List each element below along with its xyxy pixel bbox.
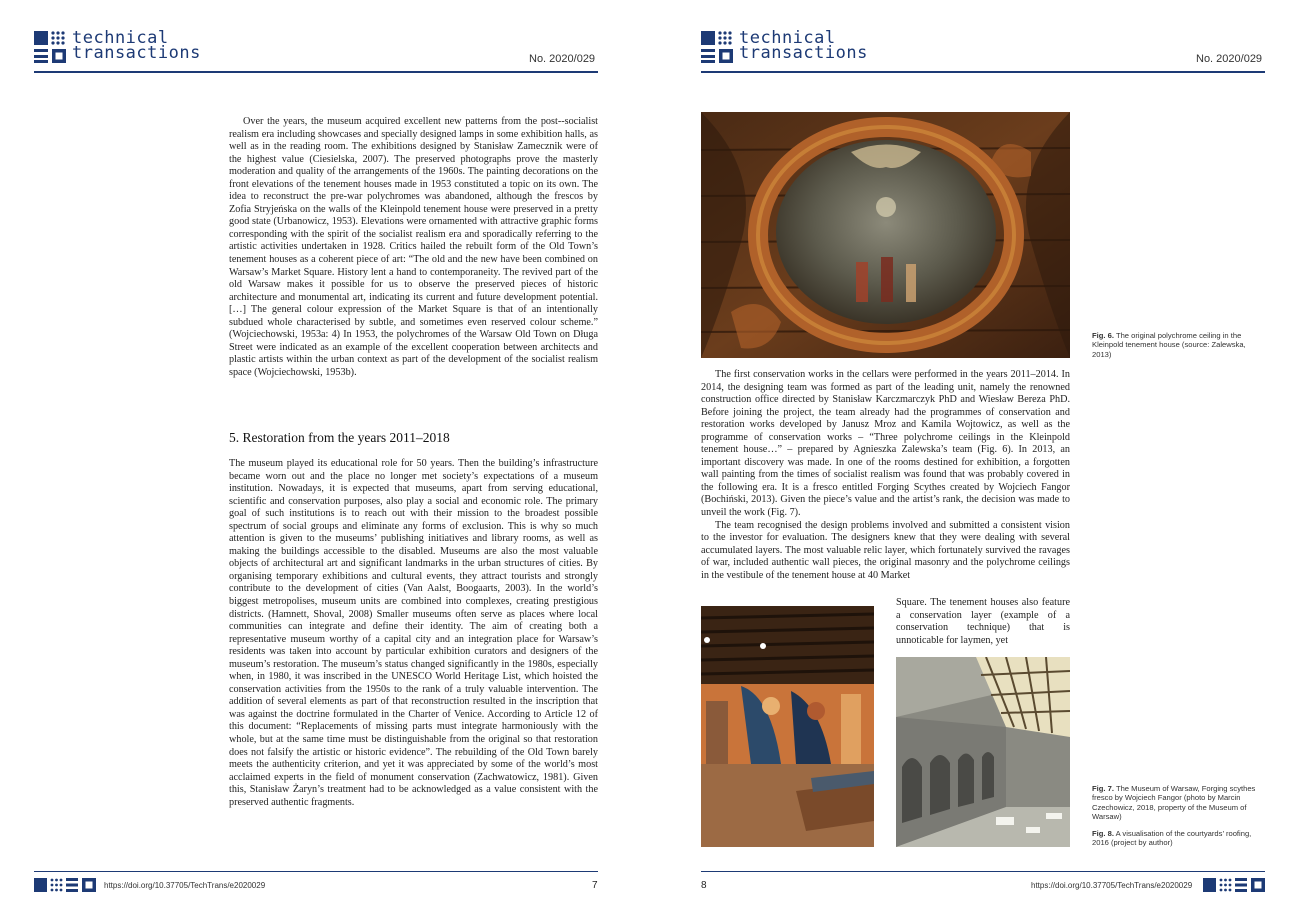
logo-line-1: technical bbox=[739, 28, 836, 48]
caption-text: The original polychrome ceiling in the Kleinpold tenement house (source: Zalewska, 2013) bbox=[1092, 331, 1246, 359]
footer-logo-icon bbox=[1203, 878, 1265, 892]
forging-scythes-fresco-image bbox=[701, 606, 874, 847]
paragraph: The first conservation works in the cellars were performed in the years 2011–2014. In 2014, the designing team was formed as part of the leading unit, namely the renowned construction office directed by Stanisław Karczmarczyk PhD and Wiesław Bereza PhD. Before joining the project, the team already had the programmes of conservation and restoration works developed by Janusz Mroz and Kamila Wojtowicz, as well as the programme of conservation works – “Three polychrome ceilings in the Kleinpold tenement house…” – prepared by Agnieszka Zalewska’s team (Fig. 6). In 2013, an important discovery was made. In one of the rooms destined for exhibition, a forgotten wall painting from the times of socialist realism was found that was probably covered in the following era. It is a fresco entitled Forging Scythes created by Wojciech Fangor (Bochiński, 2013). Given the piece’s value and the artist’s rank, the decision was made to unveil the work (Fig. 7). bbox=[701, 369, 1070, 519]
left-text-block-1 bbox=[229, 116, 598, 379]
journal-logo bbox=[34, 28, 201, 63]
logo-mark-icon bbox=[34, 31, 66, 63]
polychrome-ceiling-image bbox=[701, 112, 1070, 358]
footer-rule bbox=[701, 871, 1265, 872]
figure-6-caption bbox=[1092, 331, 1257, 359]
figure-8-courtyard-visualisation bbox=[896, 657, 1070, 847]
paragraph: The museum played its educational role for 50 years. Then the building’s infrastructure became worn out and the place no longer met society’s expectations of a museum institution. Nowadays, it is expected that museums, apart from serving educational, scientific and conservation purposes, also play a social and economic role. The primary goal of such institutions is to reach out with their mission to the broadest possible spectrum of social groups and eliminate any forms of exclusion. This is why so much attention is given to the museums’ publishing initiatives and library rooms, as well as making the buildings accessible to the disabled. Museums are also the most valuable objects of architectural art and significant landmarks in the urban structures of cities. By organising temporary exhibitions and cultural events, they attract tourists and strongly contribute to the development of cities (Van Aalst, Boogaarts, 2003). In the world’s biggest metropolises, museum units are combined into complexes, creating prestigious districts. (Hamnett, Shoval, 2008) Smaller museums often serve as places where local communities can integrate and define their identity. The aim of creating both a representative museum worthy of a capital city and an integration place for Warsaw’s residents was taken into account by particular exhibition curators and designers of the museum’s restoration. The museum’s status changed significantly in the 1980s, especially when, in 1980, it was inscribed in the UNESCO World Heritage List, which hoisted the conservation activities from the 1950s to the rank of a truly valuable intervention. The addition of several elements as part of that reconstruction resulted in the inscription that was against the doctrine formulated in the Charter of Venice. According to Article 12 of this document: “Replacements of missing parts must integrate harmoniously with the whole, but at the same time must be distinguishable from the original so that restoration does not falsify the artistic or historic evidence”. The rebuilding of the Old Town barely meets the authenticity criterion, and yet it was appreciated by some of the world’s most acclaimed experts in the field of monument conservation (Zachwatowicz, 1981). Given this, Stanisław Żaryn’s treatment had to be acknowledged as a value consistent with the preserved authentic fragments. bbox=[229, 458, 598, 808]
caption-text: A visualisation of the courtyards’ roofing, 2016 (project by author) bbox=[1092, 829, 1252, 848]
issue-number: No. 2020/029 bbox=[1196, 53, 1263, 65]
figure-8-caption bbox=[1092, 829, 1257, 848]
logo-mark-icon bbox=[701, 31, 733, 63]
section-heading: 5. Restoration from the years 2011–2018 bbox=[229, 430, 450, 445]
caption-label: Fig. 8. bbox=[1092, 829, 1114, 838]
paragraph: Square. The tenement houses also feature a conservation layer (example of a conservation technique) that is unnoticable for laymen, yet bbox=[896, 597, 1070, 646]
paragraph: Over the years, the museum acquired excellent new patterns from the post--socialist realism era including showcases and specially designed lamps in some exhibition halls, as well as in the reading room. The exhibitions designed by Stanisław Zamecznik were of the highest value (Ciesielska, 2007). The preserved photographs prove the masterly moderation and quality of the arrangements of the 1960s. The painting decorations on the front elevations of the tenement houses made in 1953 constituted a topic on its own. The idea to reconstruct the pre-war polychromes was abandoned, although the frescos by Zofia Stryjeńska on the walls of the Kleinpold tenement house were preserved in a pretty good state (Urbanowicz, 1953). Elevations were ornamented with attractive graphic forms corresponding with the spirit of the socialist realism era and sporadically referring to the artistic activities undertaken in 1928. Critics hailed the rebuilt form of the Old Town’s tenement houses as a coherent piece of art: “The old and the new have been combined on Warsaw’s Market Square. History lent a hand to contemporaneity. The revived part of the old Warsaw makes it possible for us to observe the preserved pieces of historic architecture and monumental art, indicating its current and future development potential. […] The general colour expression of the Market Square is that of an intentionally subdued whole characterised by subtle, and sometimes even reserved colour scheme.” (Wojciechowski, 1953a: 4) In 1953, the polychromes of the Warsaw Old Town on Długa Street were indicated as an example of the excellent cooperation between architects and plastic artists within the urban context as part of the development of the socialist realism space (Wojciechowski, 1953b). bbox=[229, 116, 598, 378]
caption-label: Fig. 7. bbox=[1092, 784, 1114, 793]
figure-7-fresco-photo bbox=[701, 606, 874, 847]
right-text-block-2 bbox=[896, 597, 1070, 647]
figure-6-polychrome-ceiling bbox=[701, 112, 1070, 358]
footer-logo-icon bbox=[34, 878, 96, 892]
figure-7-caption bbox=[1092, 784, 1257, 822]
header-rule bbox=[701, 71, 1265, 73]
issue-number: No. 2020/029 bbox=[529, 53, 596, 65]
doi-link[interactable]: https://doi.org/10.37705/TechTrans/e2020029 bbox=[1031, 881, 1193, 890]
courtyard-roofing-image bbox=[896, 657, 1070, 847]
logo-line-2: transactions bbox=[739, 43, 868, 63]
right-page bbox=[650, 0, 1300, 919]
page-number: 8 bbox=[701, 880, 707, 891]
left-text-block-2 bbox=[229, 458, 598, 809]
page-number: 7 bbox=[592, 880, 598, 891]
doi-link[interactable]: https://doi.org/10.37705/TechTrans/e2020029 bbox=[104, 881, 266, 890]
right-text-block-1 bbox=[701, 369, 1070, 582]
header-rule bbox=[34, 71, 598, 73]
paragraph: The team recognised the design problems involved and submitted a consistent vision to the investor for evaluation. The designers knew that they were dealing with several accumulated layers. The most valuable relic layer, which fortunately survived the ravages of war, included authentic wall pieces, the original masonry and the polychrome ceilings in the vestibule of the tenement house at 40 Market bbox=[701, 519, 1070, 581]
journal-logo bbox=[701, 28, 868, 63]
caption-text: The Museum of Warsaw, Forging scythes fresco by Wojciech Fangor (photo by Marcin Czechowicz, 2018, property of the Museum of Warsaw) bbox=[1092, 784, 1256, 822]
logo-line-2: transactions bbox=[72, 43, 201, 63]
logo-line-1: technical bbox=[72, 28, 169, 48]
caption-label: Fig. 6. bbox=[1092, 331, 1114, 340]
footer-rule bbox=[34, 871, 598, 872]
